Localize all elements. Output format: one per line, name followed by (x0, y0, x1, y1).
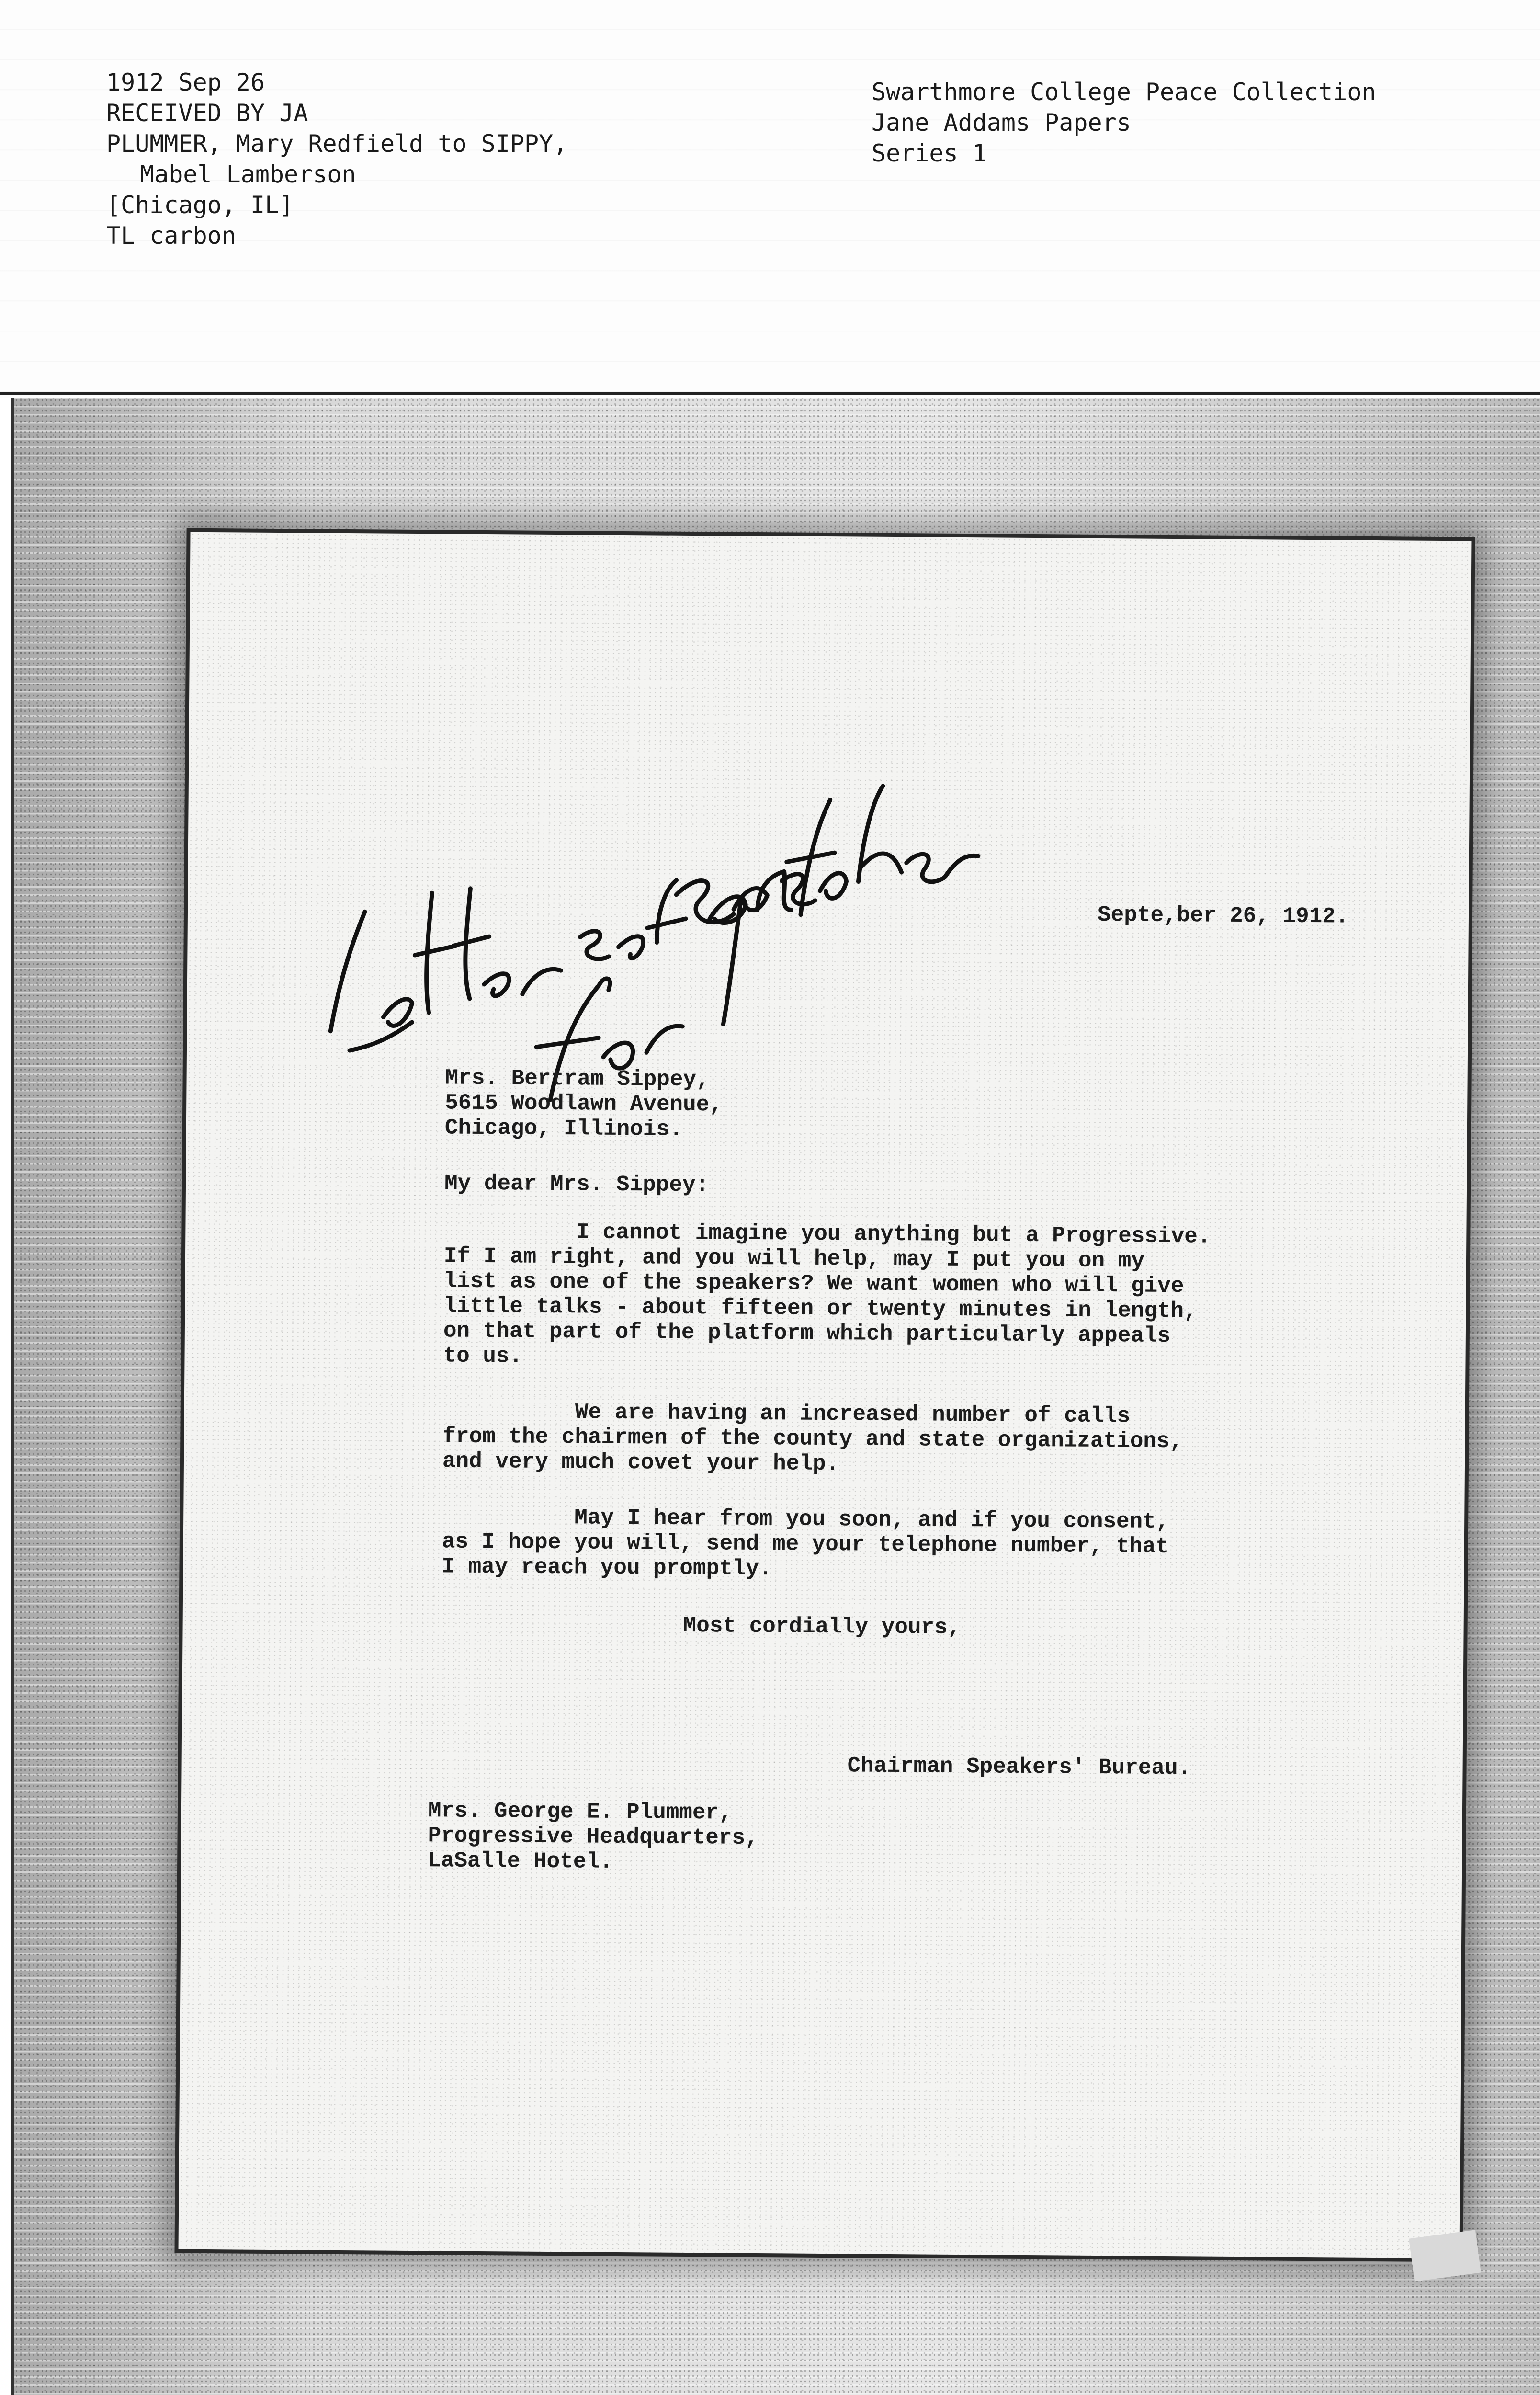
archival-header-card (0, 0, 1540, 398)
card-divider (0, 392, 1540, 395)
body-line: list as one of the speakers? We want women who will give (443, 1268, 1184, 1299)
body-line: May I hear from you soon, and if you consent, (442, 1504, 1169, 1535)
collection-name: Swarthmore College Peace Collection (872, 78, 1376, 106)
body-line: on that part of the platform which particularly appeals (443, 1318, 1171, 1349)
body-line: I cannot imagine you anything but a Progressive. (444, 1219, 1211, 1249)
meta-received: RECEIVED BY JA (106, 99, 308, 127)
body-line: If I am right, and you will help, may I put you on my (443, 1243, 1145, 1274)
paragraph (442, 1504, 1352, 1585)
meta-format: TL carbon (106, 222, 236, 250)
body-line: We are having an increased number of calls (442, 1399, 1131, 1429)
sender-organization: Progressive Headquarters, (428, 1823, 759, 1851)
signature-title: Chairman Speakers' Bureau. (847, 1753, 1191, 1781)
meta-correspondents: PLUMMER, Mary Redfield to SIPPY, (106, 130, 568, 158)
sender-name: Mrs. George E. Plummer, (428, 1798, 732, 1825)
letter-body (442, 1219, 1354, 1616)
handwritten-note (311, 686, 984, 1122)
body-line: as I hope you will, send me your telephone number, that (442, 1529, 1169, 1560)
body-line: little talks - about fifteen or twenty minutes in length, (443, 1293, 1197, 1324)
complimentary-close: Most cordially yours, (683, 1613, 961, 1640)
salutation: My dear Mrs. Sippey: (444, 1171, 709, 1198)
meta-place: [Chicago, IL] (106, 191, 294, 219)
meta-correspondents-cont: Mabel Lamberson (140, 160, 356, 188)
torn-corner (1409, 2230, 1481, 2281)
body-line: I may reach you promptly. (442, 1554, 772, 1582)
recipient-street: 5615 Woodlawn Avenue, (445, 1090, 723, 1118)
letter-page (179, 532, 1472, 2258)
series-label: Series 1 (872, 139, 987, 167)
collection-info (872, 77, 1376, 169)
body-line: from the chairmen of the county and state organizations, (442, 1424, 1183, 1454)
papers-name: Jane Addams Papers (872, 109, 1131, 137)
recipient-name: Mrs. Bertram Sippey, (445, 1065, 710, 1093)
body-line: and very much covet your help. (442, 1448, 839, 1477)
meta-date: 1912 Sep 26 (106, 68, 265, 96)
sender-location: LaSalle Hotel. (428, 1848, 613, 1874)
recipient-address (445, 1065, 723, 1142)
paragraph (442, 1399, 1353, 1480)
body-line: to us. (443, 1343, 523, 1369)
sender-block (428, 1798, 759, 1875)
recipient-city: Chicago, Illinois. (444, 1115, 683, 1142)
document-metadata (106, 67, 567, 251)
paragraph (443, 1219, 1354, 1374)
letter-date: Septe,ber 26, 1912. (1097, 902, 1349, 929)
